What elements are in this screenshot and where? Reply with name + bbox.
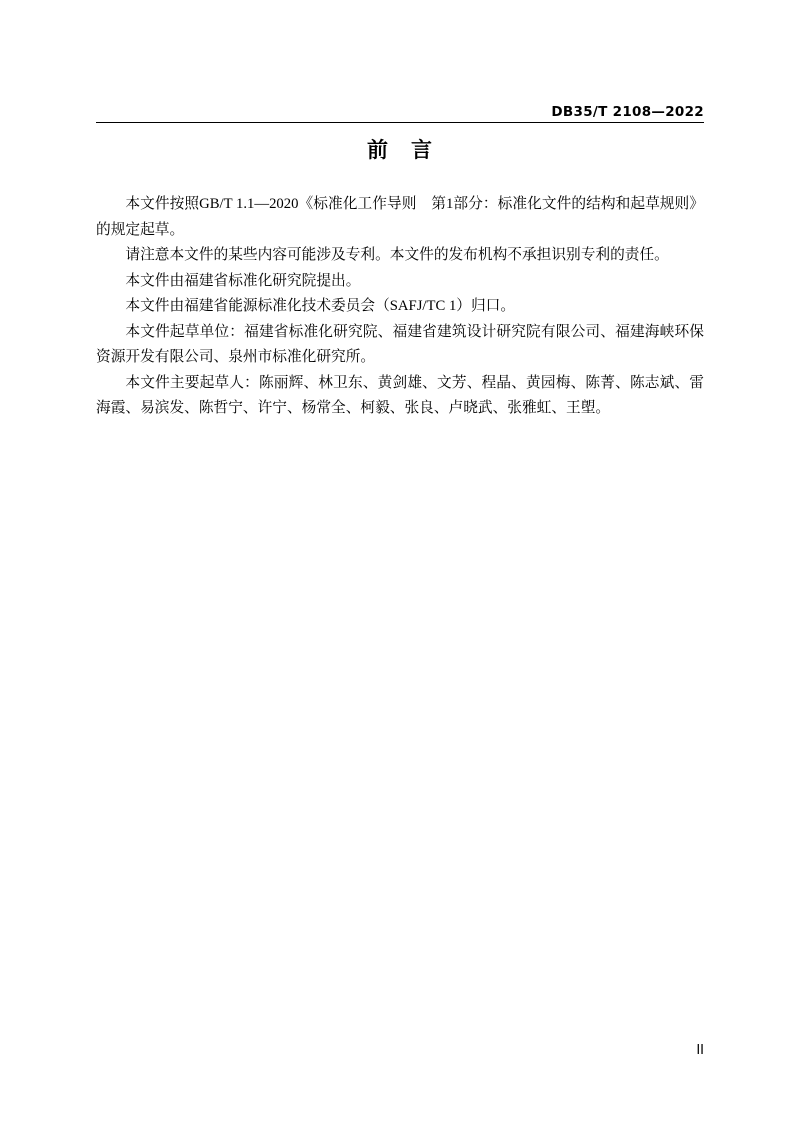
page-title-right: 言: [411, 138, 433, 162]
foreword-paragraph: 本文件由福建省标准化研究院提出。: [125, 272, 361, 289]
page-title: [0, 134, 800, 164]
foreword-body: [96, 192, 704, 422]
header-standard-number: DB35/T 2108—2022: [551, 104, 704, 120]
page-title-left: 前: [367, 138, 389, 162]
foreword-paragraph: 本文件起草单位：福建省标准化研究院、福建省建筑设计研究院有限公司、福建海峡环保资源开发有限公司、泉州市标准化研究所。: [96, 323, 704, 365]
foreword-paragraph: 本文件按照GB/T 1.1—2020《标准化工作导则 第1部分：标准化文件的结构和起草规则》的规定起草。: [96, 196, 704, 238]
footer-page-number: II: [696, 1043, 704, 1058]
foreword-paragraph: 本文件由福建省能源标准化技术委员会（SAFJ/TC 1）归口。: [125, 298, 516, 314]
foreword-paragraph: 请注意本文件的某些内容可能涉及专利。本文件的发布机构不承担识别专利的责任。: [125, 247, 669, 263]
header-divider-rule: [96, 122, 704, 123]
foreword-paragraph: 本文件主要起草人：陈丽辉、林卫东、黄剑雄、文芳、程晶、黄园梅、陈菁、陈志斌、雷海霞、易滨发、陈哲宁、许宁、杨常全、柯毅、张良、卢晓武、张雅虹、王塱。: [96, 374, 704, 416]
